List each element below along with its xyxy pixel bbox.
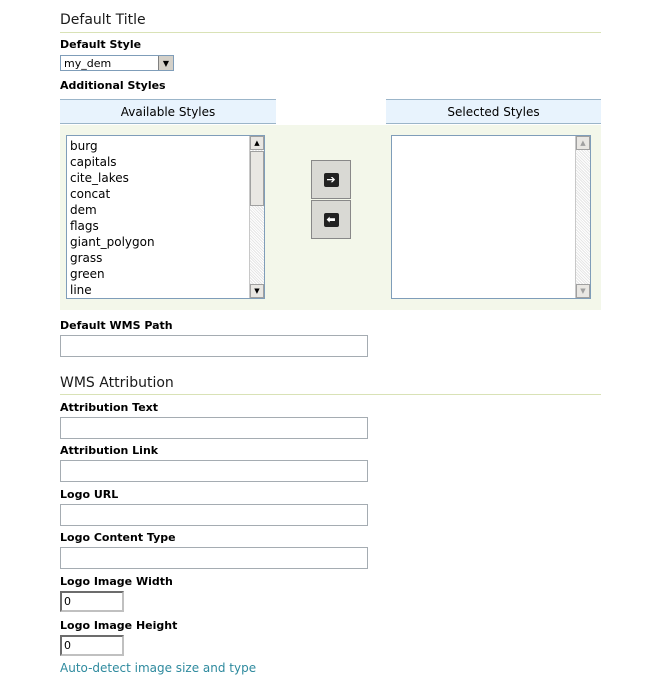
available-scrollbar[interactable]	[249, 136, 264, 298]
logo-image-height-value: 0	[64, 639, 71, 652]
remove-style-button[interactable]	[311, 200, 351, 239]
scroll-up-icon[interactable]: ▲	[250, 136, 264, 150]
additional-styles-label: Additional Styles	[60, 79, 166, 92]
default-wms-path-input[interactable]	[60, 335, 368, 357]
available-styles-list[interactable]	[66, 135, 265, 299]
logo-url-input[interactable]	[60, 504, 368, 526]
chevron-down-icon[interactable]: ▼	[158, 56, 173, 70]
logo-image-width-label: Logo Image Width	[60, 575, 173, 588]
attribution-text-label: Attribution Text	[60, 401, 159, 414]
default-style-label: Default Style	[60, 38, 142, 51]
section-title-wms-attribution: WMS Attribution	[60, 375, 174, 391]
auto-detect-link[interactable]: Auto-detect image size and type	[60, 661, 257, 675]
list-item[interactable]: flags	[70, 219, 99, 233]
scroll-down-icon[interactable]: ▼	[576, 284, 590, 298]
list-item[interactable]: capitals	[70, 155, 117, 169]
list-item[interactable]: concat	[70, 187, 111, 201]
section-divider	[60, 32, 601, 33]
arrow-right-icon: ➔	[324, 173, 339, 187]
selected-styles-header: Selected Styles	[386, 99, 601, 124]
section-title-default: Default Title	[60, 12, 146, 28]
list-item[interactable]: burg	[70, 139, 98, 153]
list-item[interactable]: line	[70, 283, 92, 297]
logo-image-height-input[interactable]	[60, 635, 124, 656]
default-wms-path-label: Default WMS Path	[60, 319, 173, 332]
list-item[interactable]: giant_polygon	[70, 235, 155, 249]
scroll-thumb[interactable]	[250, 151, 264, 206]
logo-content-type-input[interactable]	[60, 547, 368, 569]
default-style-value: my_dem	[64, 57, 112, 70]
attribution-text-input[interactable]	[60, 417, 368, 439]
scroll-up-icon[interactable]: ▲	[576, 136, 590, 150]
available-styles-header: Available Styles	[60, 99, 276, 124]
attribution-link-label: Attribution Link	[60, 444, 159, 457]
list-item[interactable]: cite_lakes	[70, 171, 129, 185]
default-style-select[interactable]	[60, 55, 174, 71]
add-style-button[interactable]	[311, 160, 351, 199]
section-divider	[60, 394, 601, 395]
attribution-link-input[interactable]	[60, 460, 368, 482]
logo-image-height-label: Logo Image Height	[60, 619, 178, 632]
selected-scrollbar[interactable]	[575, 136, 590, 298]
logo-image-width-input[interactable]	[60, 591, 124, 612]
list-item[interactable]: green	[70, 267, 105, 281]
selected-styles-list[interactable]	[391, 135, 591, 299]
logo-content-type-label: Logo Content Type	[60, 531, 176, 544]
logo-url-label: Logo URL	[60, 488, 119, 501]
arrow-left-icon: ⬅	[324, 213, 339, 227]
list-item[interactable]: grass	[70, 251, 103, 265]
list-item[interactable]: dem	[70, 203, 97, 217]
logo-image-width-value: 0	[64, 595, 71, 608]
scroll-down-icon[interactable]: ▼	[250, 284, 264, 298]
